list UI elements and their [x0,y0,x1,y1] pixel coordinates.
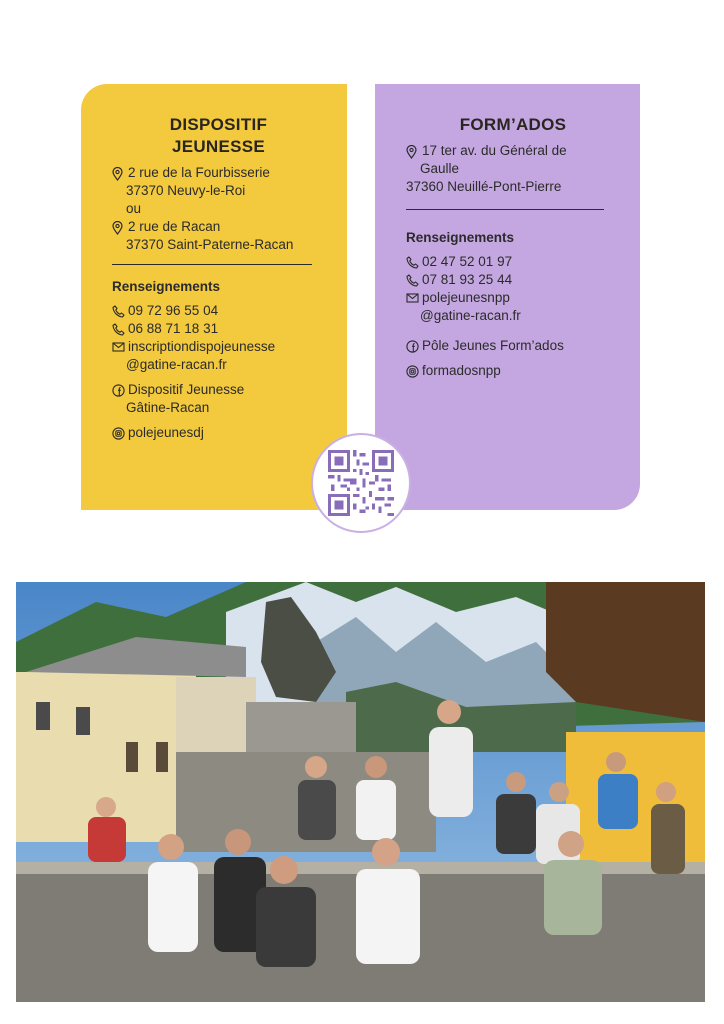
phone-icon [112,305,124,318]
instagram-line[interactable]: formadosnpp [406,362,620,380]
email-icon [406,292,418,303]
address-city: 37370 Neuvy-le-Roi [126,183,246,198]
card-title: FORM’ADOS [459,115,567,134]
facebook-icon [406,340,418,353]
address-line: 17 ter av. du Général de [406,142,620,160]
phone-icon [112,323,124,336]
email-domain: @gatine-racan.fr [420,308,521,323]
instagram-icon [406,365,418,378]
email-domain: @gatine-racan.fr [126,357,227,372]
phone-line[interactable]: 06 88 71 18 31 [112,320,325,338]
address-continued: Gaulle [420,161,460,176]
facebook-name: Gâtine-Racan [126,400,210,415]
email-icon [112,341,124,352]
phone-line[interactable]: 09 72 96 55 04 [112,302,325,320]
address-line: 2 rue de la Fourbisserie [112,164,325,182]
instagram-line[interactable]: polejeunesdj [112,424,325,442]
info-heading: Renseignements [112,279,221,294]
divider [406,209,604,210]
email-line[interactable]: inscriptiondispojeunesse [112,338,325,356]
phone-line[interactable]: 07 81 93 25 44 [406,271,620,289]
instagram-icon [112,427,124,440]
info-heading: Renseignements [406,230,515,245]
facebook-icon [112,384,124,397]
or-text: ou [126,201,142,216]
address-line: 2 rue de Racan [112,218,325,236]
card-title: DISPOSITIF JEUNESSE [169,115,268,156]
location-pin-icon [406,145,418,159]
group-photo [16,582,705,1002]
phone-icon [406,274,418,287]
qr-code-pattern [328,450,394,516]
phone-line[interactable]: 02 47 52 01 97 [406,253,620,271]
address-city: 37370 Saint-Paterne-Racan [126,237,294,252]
divider [112,264,312,265]
facebook-line[interactable]: Dispositif Jeunesse [112,381,325,399]
qr-code[interactable] [311,433,411,533]
dispositif-jeunesse-card [81,84,347,510]
address-city: 37360 Neuillé-Pont-Pierre [406,179,562,194]
location-pin-icon [112,167,124,181]
group-photo-illustration [16,582,705,1002]
email-line[interactable]: polejeunesnpp [406,289,620,307]
phone-icon [406,256,418,269]
formados-card [375,84,640,510]
location-pin-icon [112,221,124,235]
facebook-line[interactable]: Pôle Jeunes Form’ados [406,337,620,355]
